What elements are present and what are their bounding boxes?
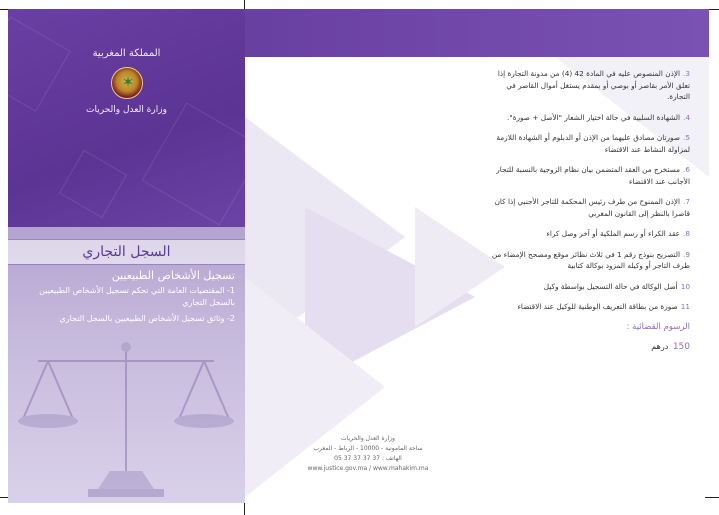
footer-ministry: وزارة العدل والحريات (341, 435, 395, 442)
toc-item: 1- المقتضيات العامة التي تحكم تسجيل الأشخاص الطبيعيين بالسجل التجاري (39, 286, 235, 307)
list-item: 9.التصريح بنوذج رقم 1 في ثلاث نظائر موقع ومصحح الإمضاء من طرف التاجر أو وكيله المزود بوكالة كتابية (491, 249, 690, 270)
footer-address: ساحة المامونية - 10000 - الرباط - المغرب (313, 445, 423, 452)
title-box (8, 239, 245, 265)
footer-websites: www.justice.gov.ma / www.mahakim.ma (307, 465, 429, 472)
crop-mark (244, 501, 245, 515)
brochure-title: السجل التجاري (82, 244, 171, 260)
ministry-name: وزارة العدل والحريات (86, 105, 167, 115)
list-item: 8.عقد الكراء أو رسم الملكية أو آخر وصل كراء (546, 229, 690, 238)
list-item: 4.الشهادة السلبية في حالة اختيار الشعار "الأصل + صورة". (507, 112, 690, 122)
kingdom-name: المملكة المغربية (92, 48, 161, 59)
justice-scale-icon (8, 339, 245, 503)
table-of-contents (15, 285, 235, 329)
toc-item: 2- وثائق تسجيل الأشخاص الطبيعيين بالسجل التجاري (59, 314, 235, 323)
fees-amount: 150 درهم (651, 341, 690, 352)
left-panel (8, 9, 245, 503)
list-item: 5.صورتان مصادق عليهما من الإذن أو الدبلوم أو الشهادة اللازمة لمزاولة النشاط عند الاقتضاء (496, 133, 690, 154)
documents-list (488, 68, 690, 352)
contact-footer (268, 434, 468, 474)
footer-phone: الهاتف : 37 37 37 37 05 (334, 455, 402, 462)
coat-of-arms-icon: ✶ (111, 67, 143, 99)
list-item: 3.الإذن المنصوص عليه في المادة 42 (4) من مدونة التجارة إذا تعلق الأمر بقاصر أو بوصي أو بمقدم يستغل أموال القاصر في التجارة. (497, 69, 690, 101)
list-item: 11صورة من بطاقة التعريف الوطنية للوكيل عند الاقتضاء (517, 302, 690, 311)
list-item: 6.مستخرج من العقد المتضمن بيان نظام الزوجية بالنسبة للتجار الأجانب عند الاقتضاء (496, 165, 690, 186)
list-item: 7.الإذن الممنوح من طرف رئيس المحكمة للتاجر الأجنبي إذا كان قاصرا بالنظر إلى القانون المغربي (494, 197, 690, 218)
fees-heading: الرسوم القضائية : (626, 321, 690, 332)
brochure-subtitle: تسجيل الأشخاص الطبيعيين (111, 269, 235, 282)
list-item: 10أصل الوكالة في حالة التسجيل بواسطة وكيل (543, 281, 690, 291)
